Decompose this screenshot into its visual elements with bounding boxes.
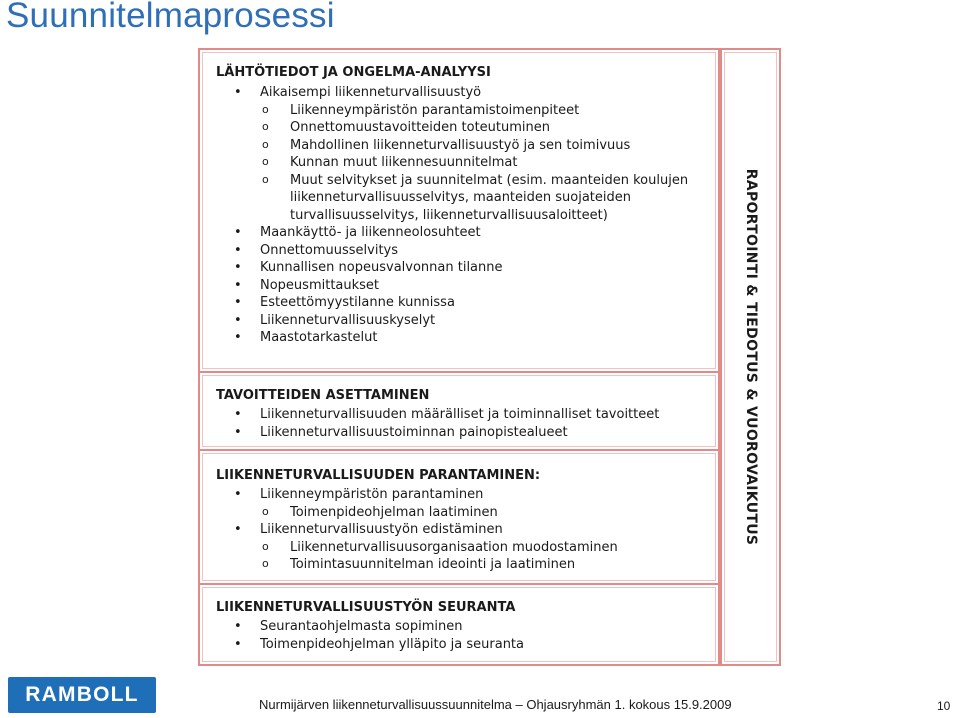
- panel-content: [216, 387, 706, 441]
- panel-seuranta: [198, 583, 720, 666]
- panel-parantaminen: [198, 449, 720, 585]
- page-number: 10: [937, 699, 951, 713]
- panel-content: [216, 467, 706, 574]
- list-item: • Onnettomuusselvitys: [216, 242, 706, 260]
- sub-list-item: o Liikenneturvallisuusorganisaation muodostaminen: [260, 539, 706, 557]
- panel-content: [216, 599, 706, 653]
- footer-text: Nurmijärven liikenneturvallisuussuunnitelma – Ohjausryhmän 1. kokous 15.9.2009: [259, 697, 732, 712]
- list-item: • Liikenneturvallisuustyön edistäminen o Liikenneturvallisuusorganisaation muodostaminen o Toimintasuunnitelman ideointi ja laatiminen: [216, 521, 706, 574]
- side-box-raportointi: [720, 48, 781, 666]
- list-item: • Kunnallisen nopeusvalvonnan tilanne: [216, 259, 706, 277]
- panel-content: [216, 64, 706, 347]
- ramboll-logo: [8, 677, 156, 713]
- list-item: • Maankäyttö- ja liikenneolosuhteet: [216, 224, 706, 242]
- sub-list-item: o Muut selvitykset ja suunnitelmat (esim. maanteiden koulujen liikenneturvallisuusselvitys, maanteiden suojateiden turvallisuusselvitys, liikenneturvallisuusaloitteet): [260, 172, 706, 225]
- section-title: LIIKENNETURVALLISUUDEN PARANTAMINEN:: [216, 468, 541, 483]
- sub-list-item: o Mahdollinen liikenneturvallisuustyö ja sen toimivuus: [260, 137, 706, 155]
- list-item: • Liikenneturvallisuustoiminnan painopistealueet: [216, 424, 706, 442]
- list-item: • Esteettömyystilanne kunnissa: [216, 294, 706, 312]
- sub-list-item: o Liikenneympäristön parantamistoimenpiteet: [260, 102, 706, 120]
- sub-list-item: o Onnettomuustavoitteiden toteutuminen: [260, 119, 706, 137]
- list-item: • Liikenneturvallisuuskyselyt: [216, 312, 706, 330]
- slide-title: Suunnitelmaprosessi: [6, 0, 335, 35]
- section-title: TAVOITTEIDEN ASETTAMINEN: [216, 388, 430, 403]
- sub-list-item: o Kunnan muut liikennesuunnitelmat: [260, 154, 706, 172]
- section-title: LÄHTÖTIEDOT JA ONGELMA-ANALYYSI: [216, 65, 491, 80]
- logo-text: RAMBOLL: [25, 683, 139, 706]
- side-label: RAPORTOINTI & TIEDOTUS & VUOROVAIKUTUS: [742, 168, 759, 546]
- section-title: LIIKENNETURVALLISUUSTYÖN SEURANTA: [216, 600, 516, 615]
- list-item: • Maastotarkastelut: [216, 329, 706, 347]
- list-item: • Seurantaohjelmasta sopiminen: [216, 618, 706, 636]
- list-item: • Liikenneturvallisuuden määrälliset ja toiminnalliset tavoitteet: [216, 406, 706, 424]
- list-item: • Liikenneympäristön parantaminen o Toimenpideohjelman laatiminen: [216, 486, 706, 521]
- list-item: • Toimenpideohjelman ylläpito ja seuranta: [216, 636, 706, 654]
- panel-tavoitteet: [198, 371, 720, 451]
- sub-list-item: o Toimenpideohjelman laatiminen: [260, 504, 706, 522]
- panel-lahtotiedot: [198, 48, 720, 373]
- list-item: • Aikaisempi liikenneturvallisuustyö o Liikenneympäristön parantamistoimenpiteet o Onnettomuustavoitteiden toteutuminen o Mahdollinen liikenneturvallisuustyö ja sen toimivuus o Kunnan muut liikennesuunnitelmat o Muut selvitykset ja suunnitelmat (esim. maanteiden koulujen liikenneturvallisuusselvitys, maanteiden suojateiden turvallisuusselvitys, liikenneturvallisuusaloitteet): [216, 84, 706, 224]
- sub-list-item: o Toimintasuunnitelman ideointi ja laatiminen: [260, 556, 706, 574]
- list-item: • Nopeusmittaukset: [216, 277, 706, 295]
